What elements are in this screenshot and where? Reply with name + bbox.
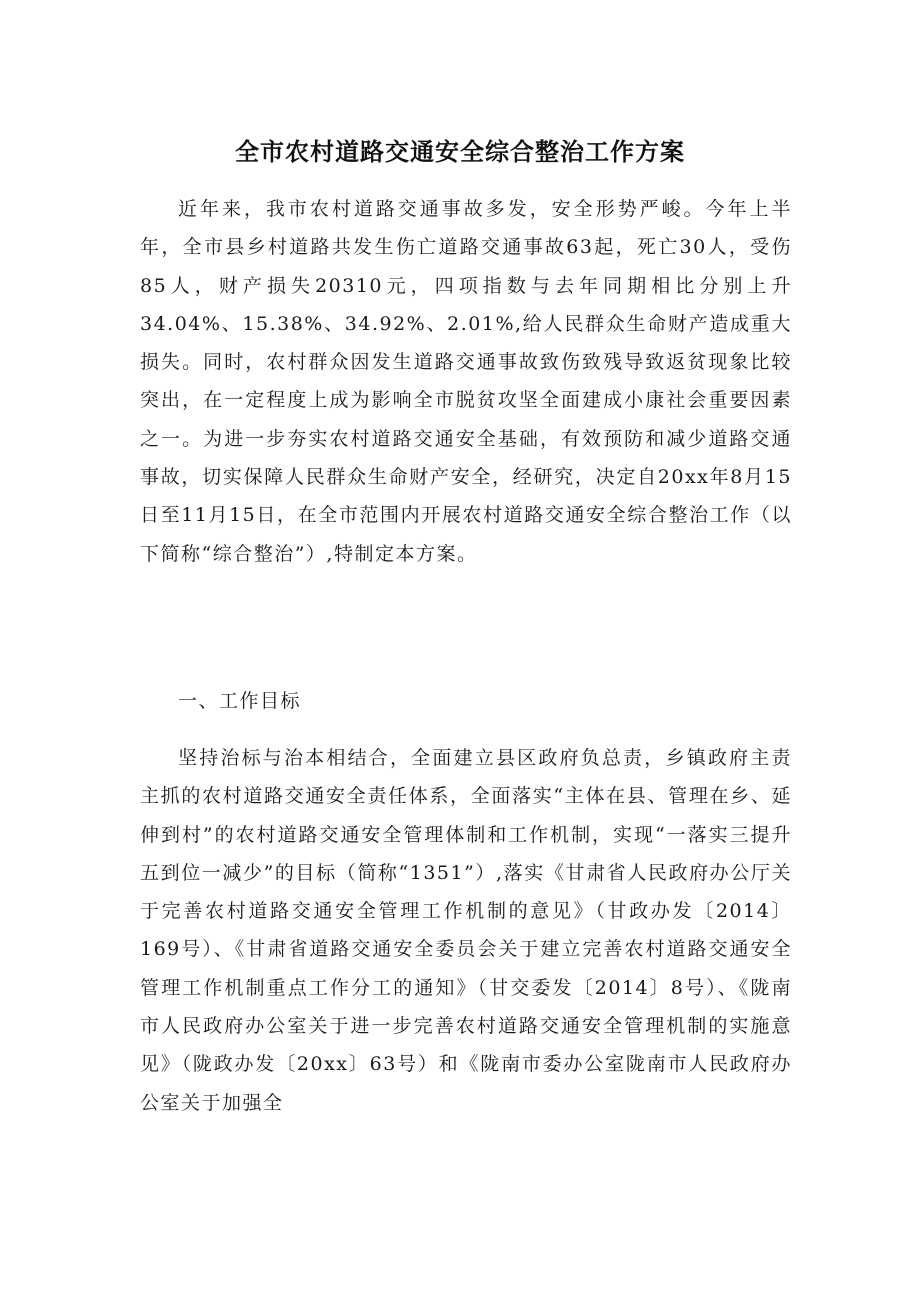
document-title: 全市农村道路交通安全综合整治工作方案: [235, 138, 685, 166]
section-heading-work-goals: 一、工作目标: [178, 690, 302, 712]
intro-paragraph: 近年来，我市农村道路交通事故多发，安全形势严峻。今年上半年，全市县乡村道路共发生伤亡道路交通事故63起，死亡30人，受伤85人，财产损失20310元，四项指数与去年同期相比分别上升34.04%、15.38%、34.92%、2.01%,给人民群众生命财产造成重大损失。同时，农村群众因发生道路交通事故致伤致残导致返贫现象比较突出，在一定程度上成为影响全市脱贫攻坚全面建成小康社会重要因素之一。为进一步夯实农村道路交通安全基础，有效预防和减少道路交通事故，切实保障人民群众生命财产安全，经研究，决定自20xx年8月15日至11月15日，在全市范围内开展农村道路交通安全综合整治工作（以下简称“综合整治”）,特制定本方案。: [140, 198, 792, 565]
work-goals-paragraph: 坚持治标与治本相结合，全面建立县区政府负总责，乡镇政府主责主抓的农村道路交通安全责任体系，全面落实“主体在县、管理在乡、延伸到村”的农村道路交通安全管理体制和工作机制，实现“一落实三提升五到位一减少”的目标（简称“1351”）,落实《甘肃省人民政府办公厅关于完善农村道路交通安全管理工作机制的意见》（甘政办发〔2014〕169号）、《甘肃省道路交通安全委员会关于建立完善农村道路交通安全管理工作机制重点工作分工的通知》（甘交委发〔2014〕8号）、《陇南市人民政府办公室关于进一步完善农村道路交通安全管理机制的实施意见》（陇政办发〔20xx〕63号）和《陇南市委办公室陇南市人民政府办公室关于加强全: [140, 747, 792, 1114]
